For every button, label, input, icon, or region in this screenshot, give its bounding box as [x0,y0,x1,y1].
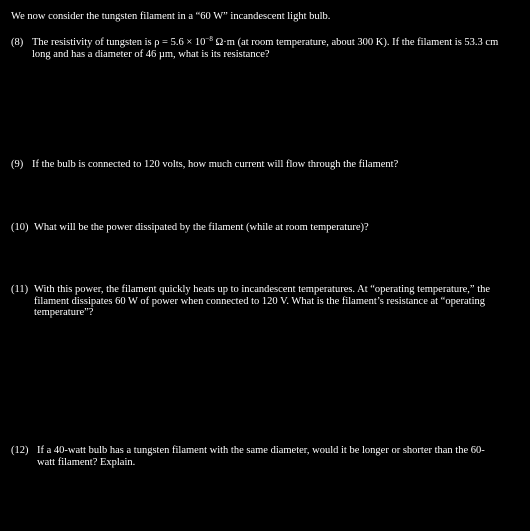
exponent: −8 [205,35,213,43]
question-text [32,37,507,60]
question-number: (12) [11,445,29,456]
question-number: (9) [11,159,24,170]
question-text: What will be the power dissipated by the filament (while at room temperature)? [34,222,369,233]
question-number: (10) [11,222,29,233]
question-number: (11) [11,284,29,295]
question-text: With this power, the filament quickly heats up to incandescent temperatures. At “operating temperature,” the filament dissipates 60 W of power when connected to 120 V. What is the filament’s resistance at “operating temperature”? [34,284,491,318]
question-text-part: Ω·m (at room temperature, about 300 K). If the filament is 53.3 cm long and has a diameter of 46 µm, what is its resistance? [32,37,499,60]
question-text: If the bulb is connected to 120 volts, how much current will flow through the filament? [32,159,399,170]
question-text: If a 40-watt bulb has a tungsten filament with the same diameter, would it be longer or shorter than the 60-watt filament? Explain. [37,445,485,468]
intro-text: We now consider the tungsten filament in a “60 W” incandescent light bulb. [11,11,331,22]
question-text-part: The resistivity of tungsten is ρ = 5.6 × 10 [32,37,206,48]
question-number: (8) [11,37,24,48]
